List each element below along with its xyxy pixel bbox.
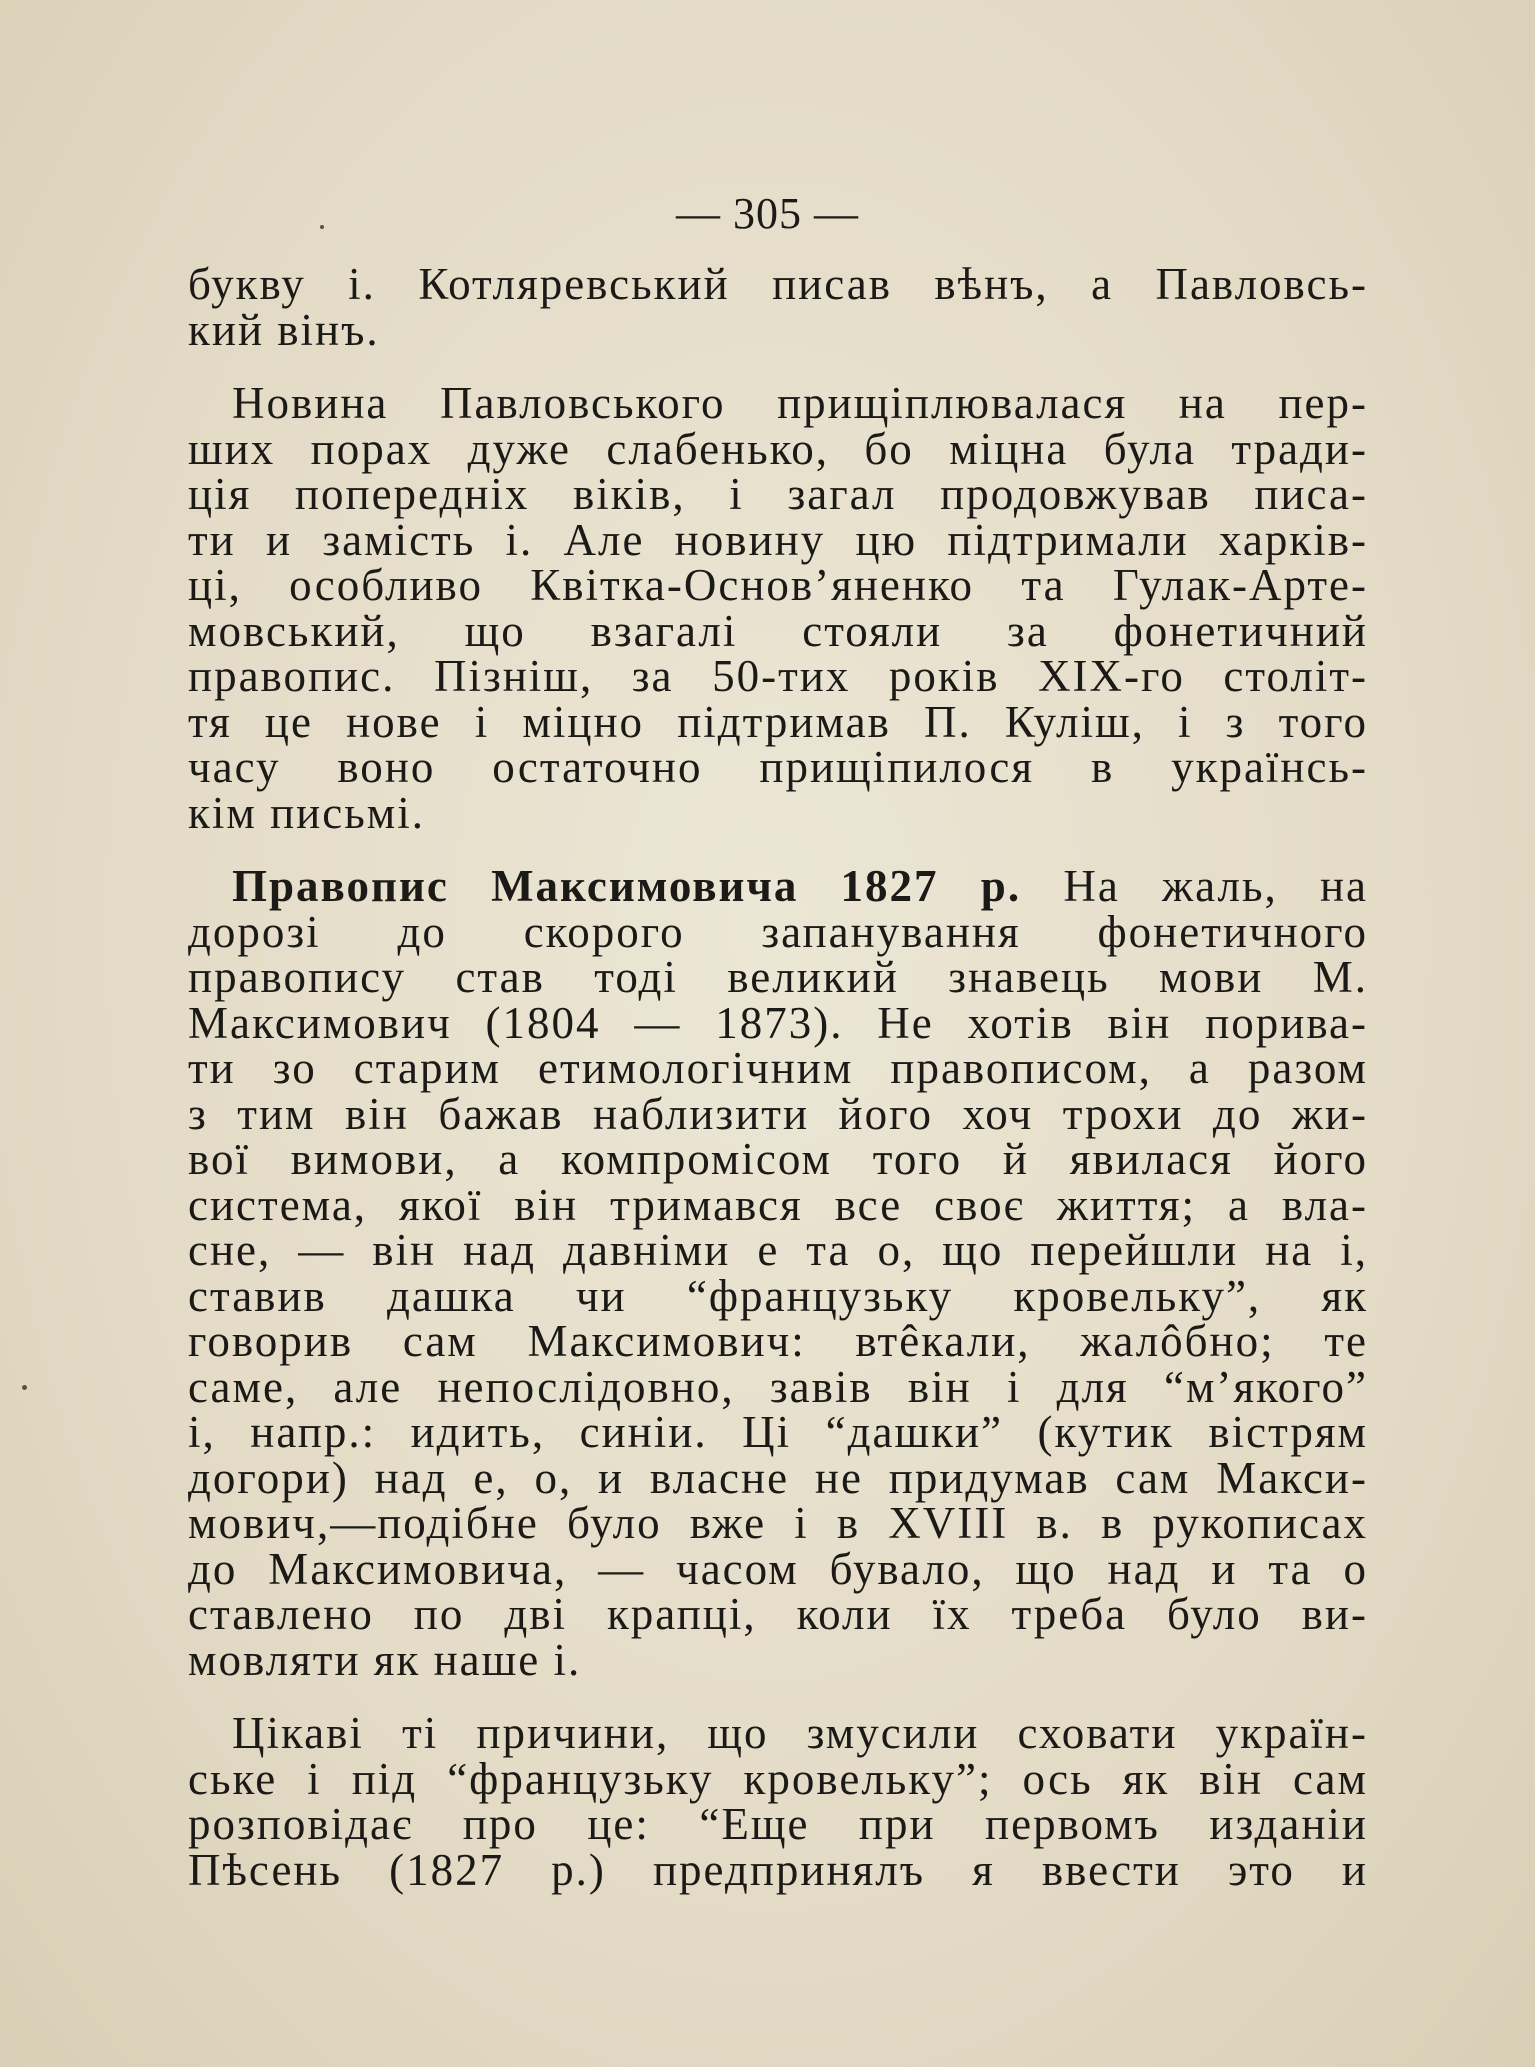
- text-line: мовляти як наше і.: [188, 1634, 582, 1685]
- text-line: Пѣсень (1827 р.) предпринялъ я ввести это и: [188, 1844, 1368, 1895]
- text-line: саме, але непослідовно, завів він і для “м’якого”: [188, 1361, 1368, 1412]
- text-line: правопису став тоді великий знавець мови М.: [188, 952, 1368, 1002]
- text-line: мовський, що взагалі стояли за фонетичний: [188, 605, 1368, 656]
- text-line: розповідає про це: “Еще при первомъ изданіи: [188, 1799, 1368, 1849]
- text-line: ти и замість і. Але новину цю підтримали харків-: [188, 514, 1368, 565]
- paper-speck: [320, 225, 324, 229]
- text-line: букву і. Котляревський писав вѣнъ, а Павловсь-: [188, 259, 1368, 309]
- text-line: Новина Павловського прищіплювалася на пер-: [232, 378, 1368, 428]
- text-line: система, якої він тримався все своє життя; а вла-: [188, 1179, 1368, 1230]
- text-line: ти зо старим етимологічним правописом, а разом: [188, 1043, 1368, 1093]
- text-line: ставив дашка чи “французьку кровельку”, як: [188, 1270, 1368, 1321]
- text-line: ших порах дуже слабенько, бо міцна була тради-: [188, 423, 1368, 474]
- paragraph-3: [188, 861, 1369, 1685]
- text-line: часу воно остаточно прищіпилося в українсь-: [188, 742, 1368, 792]
- text-line: [188, 861, 1369, 911]
- text-fragment: На жаль, на: [1063, 861, 1369, 911]
- text-line: до Максимовича, — часом бувало, що над и та о: [188, 1543, 1368, 1594]
- text-line: сне, — він над давніми е та о, що перейшли на і,: [188, 1225, 1368, 1275]
- text-line: ці, особливо Квітка-Основ’яненко та Гулак-Арте-: [188, 560, 1368, 610]
- text-line: ставлено по дві крапці, коли їх треба було ви-: [188, 1589, 1368, 1639]
- text-line: і, напр.: идить, синіи. Ці “дашки” (кутик вістрям: [188, 1407, 1368, 1457]
- paragraph-1: [188, 259, 1368, 355]
- text-line: Цікаві ті причини, що змусили сховати україн-: [232, 1708, 1368, 1758]
- text-line: говорив сам Максимович: втêкали, жалôбно; те: [188, 1316, 1368, 1366]
- text-line: вої вимови, а компромісом того й явилася його: [188, 1134, 1368, 1184]
- text-line: кий вінъ.: [188, 304, 380, 355]
- text-line: кім письмі.: [188, 787, 425, 838]
- text-line: тя це нове і міцно підтримав П. Куліш, і з того: [188, 696, 1368, 747]
- text-line: дорозі до скорого запанування фонетичного: [188, 906, 1368, 957]
- page-number: — 305 —: [676, 189, 859, 238]
- text-line: мович,—подібне було вже і в XVIII в. в рукописах: [188, 1498, 1368, 1548]
- section-heading: Правопис Максимовича 1827 р.: [232, 861, 1022, 911]
- text-line: правопис. Пізніш, за 50-тих років XIX-го століт-: [188, 651, 1368, 701]
- text-line: догори) над е, о, и власне не придумав сам Макси-: [188, 1452, 1368, 1503]
- text-line: Максимович (1804 — 1873). Не хотів він порива-: [188, 997, 1368, 1048]
- paragraph-4: [188, 1708, 1368, 1895]
- text-line: ція попередніх віків, і загал продовжував писа-: [188, 469, 1368, 519]
- text-line: з тим він бажав наблизити його хоч трохи до жи-: [188, 1088, 1368, 1139]
- body-text: [188, 259, 1369, 1895]
- paper-speck: [22, 1385, 27, 1390]
- paragraph-2: [188, 378, 1368, 838]
- text-line: ське і під “французьку кровельку”; ось як він сам: [188, 1753, 1368, 1804]
